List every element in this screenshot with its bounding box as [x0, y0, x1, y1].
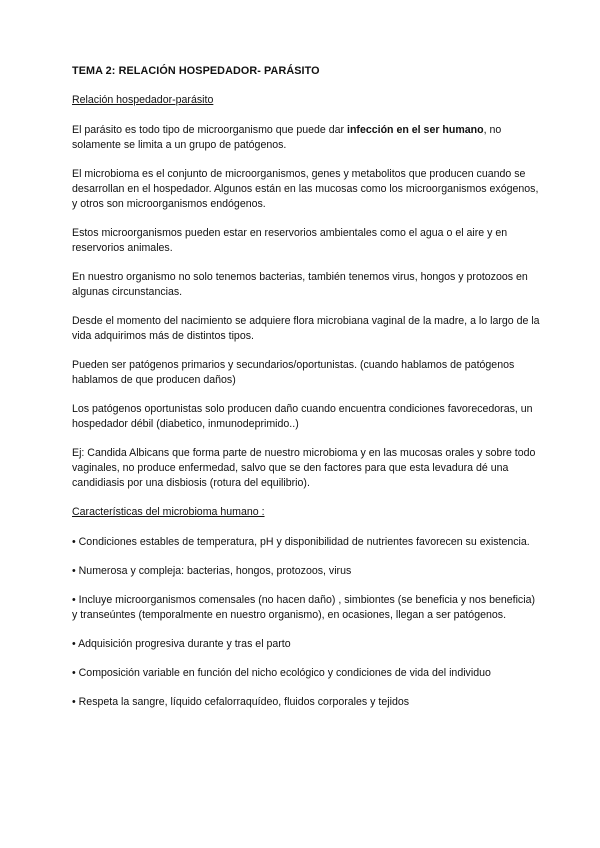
paragraph-parasito-start: El parásito es todo tipo de microorganismo que puede dar — [72, 124, 348, 136]
paragraph-oportunistas: Los patógenos oportunistas solo producen daño cuando encuentra condiciones favorecedoras, un hospedador débil (diabetico, inmunodeprimido..) — [72, 403, 533, 430]
paragraph-parasito-end: , no solamente se limita a un grupo de patógenos. — [72, 124, 502, 151]
bullet-item: • Incluye microorganismos comensales (no hacen daño) , simbiontes (se beneficia y nos beneficia) y transeúntes (temporalmente en nuestro organismo), en ocasiones, llegan a ser patógenos. — [72, 594, 536, 621]
bullet-item: • Respeta la sangre, líquido cefalorraquídeo, fluidos corporales y tejidos — [72, 696, 410, 708]
bullet-item: • Adquisición progresiva durante y tras el parto — [72, 638, 291, 650]
document-title: TEMA 2: RELACIÓN HOSPEDADOR- PARÁSITO — [72, 65, 320, 77]
document-page — [72, 64, 542, 724]
section-heading-caracteristicas: Características del microbioma humano : — [72, 506, 265, 518]
paragraph-nacimiento: Desde el momento del nacimiento se adquiere flora microbiana vaginal de la madre, a lo largo de la vida adquirimos más de distintos tipos. — [72, 315, 540, 342]
bullet-item: • Composición variable en función del nicho ecológico y condiciones de vida del individuo — [72, 667, 491, 679]
section-heading-relacion: Relación hospedador-parásito — [72, 94, 214, 106]
bullet-item: • Condiciones estables de temperatura, pH y disponibilidad de nutrientes favorecen su existencia. — [72, 536, 530, 548]
paragraph-organismo: En nuestro organismo no solo tenemos bacterias, también tenemos virus, hongos y protozoos en algunas circunstancias. — [72, 271, 528, 298]
paragraph-ejemplo-candida: Ej: Candida Albicans que forma parte de nuestro microbioma y en las mucosas orales y sobre todo vaginales, no produce enfermedad, salvo que se den factores para que esta levadura dé una candidiasis por una disbiosis (rotura del equilibrio). — [72, 447, 536, 489]
paragraph-parasito — [72, 123, 542, 153]
paragraph-parasito-bold: infección en el ser humano — [347, 124, 484, 136]
bullet-item: • Numerosa y compleja: bacterias, hongos, protozoos, virus — [72, 565, 352, 577]
paragraph-reservorios: Estos microorganismos pueden estar en reservorios ambientales como el agua o el aire y en reservorios animales. — [72, 227, 508, 254]
paragraph-patogenos: Pueden ser patógenos primarios y secundarios/oportunistas. (cuando hablamos de patógenos hablamos de que producen daños) — [72, 359, 515, 386]
paragraph-microbioma: El microbioma es el conjunto de microorganismos, genes y metabolitos que producen cuando se desarrollan en el hospedador. Algunos están en las mucosas como los microorganismos exógenos, y otros son microorganismos endógenos. — [72, 168, 539, 210]
